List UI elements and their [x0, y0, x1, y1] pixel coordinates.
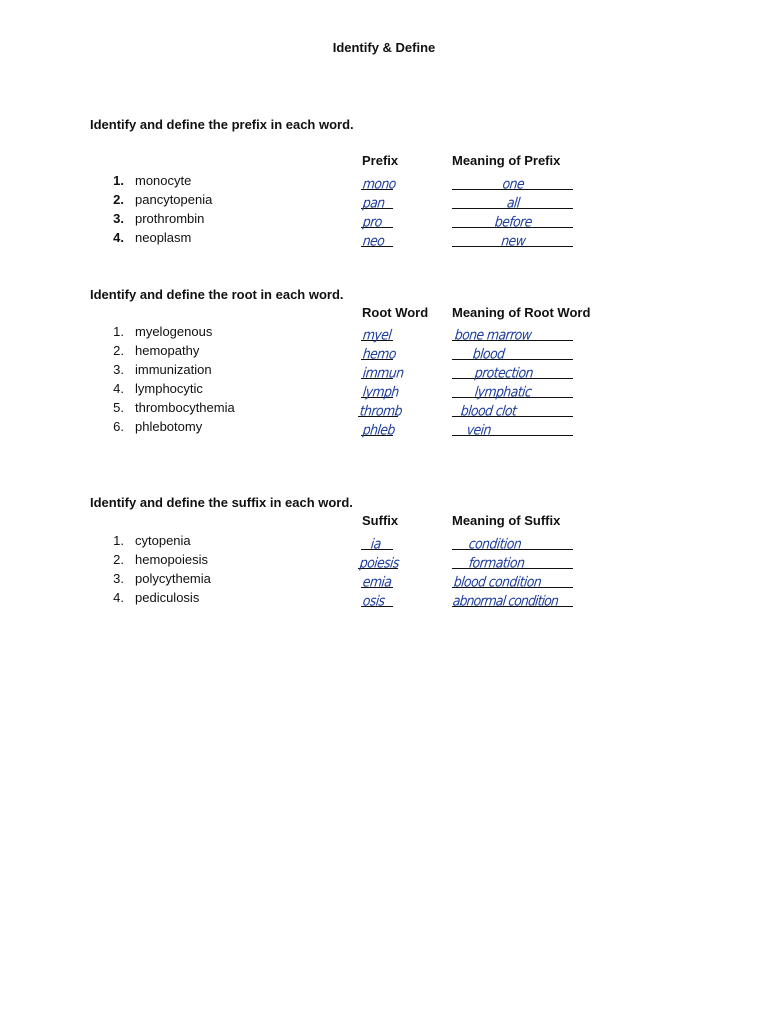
root-answer: myel: [362, 326, 393, 343]
suffix-answer: poiesis: [359, 554, 400, 571]
prefix-answer: pan: [362, 194, 386, 211]
row-number: 5.: [113, 400, 124, 415]
term: polycythemia: [135, 571, 211, 586]
term: prothrombin: [135, 211, 205, 226]
prefix-answer-line: [361, 211, 393, 228]
prefix-answer-line: [361, 192, 393, 209]
row-number: 6.: [113, 419, 124, 434]
root-meaning-answer: lymphatic: [474, 383, 533, 400]
root-meaning-answer: bone marrow: [454, 326, 533, 343]
root-meaning-answer: vein: [466, 421, 492, 438]
prefix-section-heading: Identify and define the prefix in each word.: [90, 117, 354, 132]
root-meaning-answer-line: [452, 400, 573, 417]
root-meaning-answer: blood clot: [460, 402, 518, 419]
term: pancytopenia: [135, 192, 213, 207]
prefix-answer-line: [361, 230, 393, 247]
root-answer: thromb: [359, 402, 403, 419]
prefix-column-header: Prefix: [362, 153, 399, 168]
root-answer: phleb: [362, 421, 396, 438]
suffix-meaning-answer-line: [452, 571, 573, 588]
prefix-meaning-answer-line: [452, 173, 573, 190]
root-meaning-answer-line: [452, 362, 573, 379]
term: hemopoiesis: [135, 552, 208, 567]
term: lymphocytic: [135, 381, 203, 396]
suffix-answer: ia: [370, 535, 382, 552]
suffix-meaning-answer: blood condition: [453, 573, 543, 590]
prefix-meaning-column-header: Meaning of Prefix: [452, 153, 561, 168]
suffix-row: [0, 533, 768, 552]
suffix-answer: emia: [362, 573, 393, 590]
row-number: 2.: [113, 192, 124, 207]
root-answer-line: [361, 381, 400, 400]
prefix-answer: mono: [362, 175, 397, 192]
term: monocyte: [135, 173, 192, 188]
suffix-section-heading: Identify and define the suffix in each word.: [90, 495, 353, 510]
row-number: 4.: [113, 230, 124, 245]
prefix-answer: pro: [362, 213, 383, 230]
prefix-meaning-answer-line: [452, 192, 573, 209]
row-number: 1.: [113, 324, 124, 339]
root-answer-line: [361, 419, 396, 438]
row-number: 3.: [113, 362, 124, 377]
root-row: [0, 381, 768, 400]
suffix-row: [0, 552, 768, 571]
term: pediculosis: [135, 590, 200, 605]
suffix-row: [0, 571, 768, 590]
root-row: [0, 362, 768, 381]
root-row: [0, 343, 768, 362]
term: neoplasm: [135, 230, 192, 245]
suffix-meaning-answer: abnormal condition: [452, 592, 559, 609]
suffix-meaning-column-header: Meaning of Suffix: [452, 513, 561, 528]
suffix-meaning-answer-line: [452, 590, 573, 607]
root-answer: hemo: [362, 345, 397, 362]
prefix-answer-line: [361, 173, 397, 192]
term: thrombocythemia: [135, 400, 235, 415]
row-number: 4.: [113, 590, 124, 605]
root-row: [0, 400, 768, 419]
row-number: 3.: [113, 571, 124, 586]
prefix-row: [0, 173, 768, 192]
prefix-meaning-answer: new: [500, 232, 527, 249]
root-answer: lymph: [362, 383, 400, 400]
suffix-meaning-answer: condition: [468, 535, 523, 552]
suffix-meaning-answer-line: [452, 552, 573, 569]
root-answer: immun: [362, 364, 405, 381]
row-number: 1.: [113, 173, 124, 188]
term: immunization: [135, 362, 212, 377]
prefix-row: [0, 230, 768, 249]
root-meaning-column-header: Meaning of Root Word: [452, 305, 591, 320]
root-meaning-answer-line: [452, 343, 573, 360]
suffix-meaning-answer: formation: [468, 554, 526, 571]
row-number: 2.: [113, 343, 124, 358]
prefix-meaning-answer-line: [452, 211, 573, 228]
suffix-answer-line: [361, 533, 393, 550]
root-row: [0, 324, 768, 343]
prefix-row: [0, 192, 768, 211]
suffix-column-header: Suffix: [362, 513, 399, 528]
suffix-answer-line: [361, 571, 393, 588]
root-meaning-answer: protection: [474, 364, 534, 381]
prefix-meaning-answer: one: [501, 175, 526, 192]
prefix-meaning-answer: all: [506, 194, 521, 211]
root-meaning-answer-line: [452, 324, 573, 341]
root-answer-line: [361, 324, 393, 341]
root-meaning-answer-line: [452, 419, 573, 436]
root-meaning-answer: blood: [472, 345, 506, 362]
suffix-row: [0, 590, 768, 609]
suffix-answer-line: [361, 590, 393, 607]
row-number: 3.: [113, 211, 124, 226]
root-answer-line: [361, 362, 405, 381]
prefix-meaning-answer-line: [452, 230, 573, 247]
root-meaning-answer-line: [452, 381, 573, 398]
root-answer-line: [358, 400, 403, 419]
suffix-meaning-answer-line: [452, 533, 573, 550]
row-number: 1.: [113, 533, 124, 548]
prefix-row: [0, 211, 768, 230]
suffix-answer: osis: [362, 592, 386, 609]
root-section-heading: Identify and define the root in each word.: [90, 287, 344, 302]
row-number: 4.: [113, 381, 124, 396]
root-column-header: Root Word: [362, 305, 429, 320]
term: phlebotomy: [135, 419, 203, 434]
term: cytopenia: [135, 533, 191, 548]
prefix-meaning-answer: before: [494, 213, 533, 230]
root-answer-line: [361, 343, 397, 362]
suffix-answer-line: [358, 552, 398, 569]
term: hemopathy: [135, 343, 200, 358]
prefix-answer: neo: [362, 232, 386, 249]
root-row: [0, 419, 768, 438]
page-title: Identify & Define: [332, 40, 436, 55]
row-number: 2.: [113, 552, 124, 567]
term: myelogenous: [135, 324, 213, 339]
